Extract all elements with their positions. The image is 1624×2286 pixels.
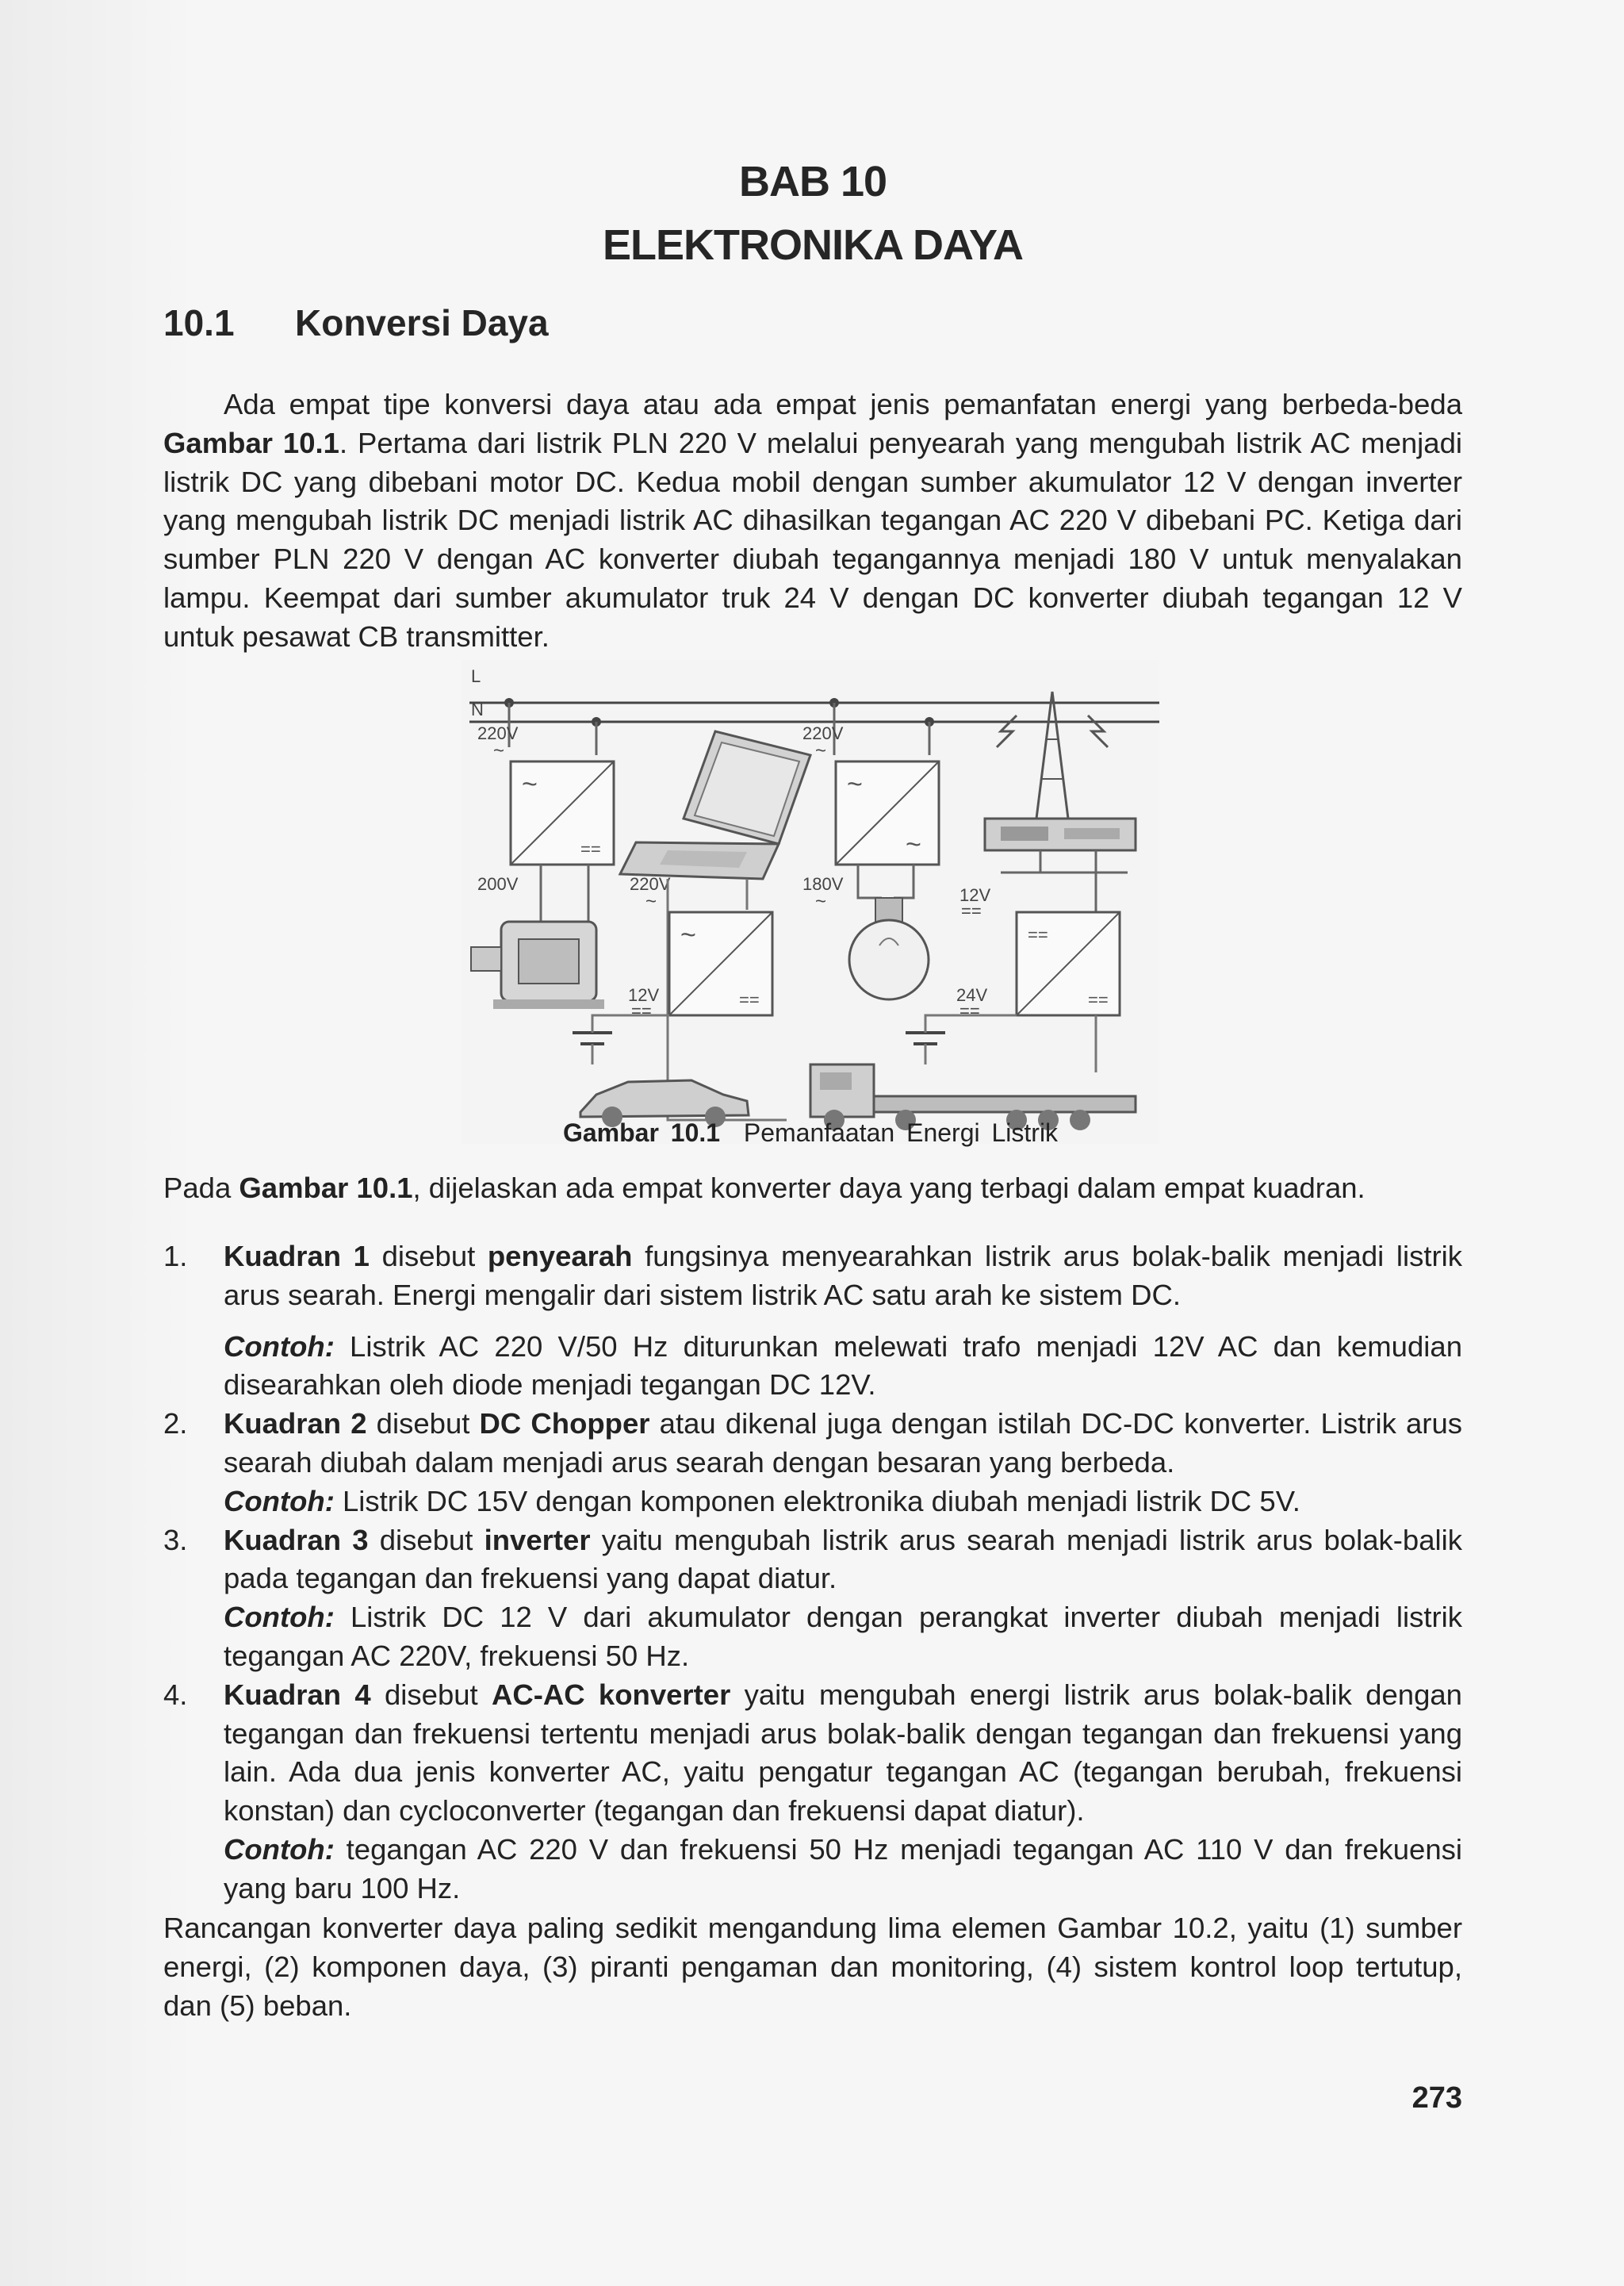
caption-label: Gambar 10.1 <box>562 1118 721 1147</box>
list-number: 4. <box>163 1678 188 1711</box>
connector-text: disebut <box>368 1523 485 1556</box>
list-number: 2. <box>163 1407 188 1440</box>
contoh-label: Contoh: <box>224 1484 335 1517</box>
caption-text: Pemanfaatan Energi Listrik <box>743 1118 1059 1147</box>
list-item-example <box>224 1482 1462 1521</box>
svg-text:==: == <box>1088 990 1109 1010</box>
contoh-label: Contoh: <box>224 1832 335 1866</box>
section-heading <box>163 301 549 344</box>
list-item-example <box>224 1328 1462 1406</box>
label-180v: 180V <box>802 874 844 894</box>
kuadran-desc: yaitu mengubah listrik arus searah menjadi listrik arus bolak-balik pada tegangan dan frekuensi yang dapat diatur. <box>224 1523 1462 1595</box>
list-item <box>163 1405 1462 1521</box>
bus-label-n: N <box>471 700 484 719</box>
svg-text:~: ~ <box>680 920 696 950</box>
connector-text: disebut <box>366 1407 480 1440</box>
ac-ac-converter-box <box>836 761 939 865</box>
list-item-body <box>224 1237 1462 1315</box>
label-ac-1: ~ <box>493 740 505 761</box>
kuadran-term: AC-AC konverter <box>492 1678 731 1711</box>
svg-text:~: ~ <box>847 769 863 800</box>
list-item <box>163 1676 1462 1908</box>
example-text: Listrik AC 220 V/50 Hz diturunkan melewati trafo menjadi 12V AC dan kemudian disearahkan oleh diode menjadi tegangan DC 12V. <box>224 1329 1462 1402</box>
svg-text:==: == <box>959 1001 980 1021</box>
example-text: Listrik DC 12 V dari akumulator dengan perangkat inverter diubah menjadi listrik tegangan AC 220V, frekuensi 50 Hz. <box>224 1601 1462 1672</box>
list-item-example <box>224 1598 1462 1676</box>
list-number: 1. <box>163 1240 188 1272</box>
svg-text:~: ~ <box>645 891 657 912</box>
example-text: Listrik DC 15V dengan komponen elektronika diubah menjadi listrik DC 5V. <box>334 1484 1300 1517</box>
svg-text:==: == <box>631 1001 652 1021</box>
intro-text-2: . Pertama dari listrik PLN 220 V melalui penyearah yang mengubah listrik AC menjadi listrik DC yang dibebani motor DC. Kedua mobil dengan sumber akumulator 12 V dengan inverter yang mengubah listrik DC menjadi listrik AC dihasilkan tegangan AC 220 V dibebani PC. Ketiga dari sumber PLN 220 V dengan AC konverter diubah tegangannya menjadi 180 V untuk menyalakan lampu. Keempat dari sumber akumulator truk 24 V dengan DC konverter diubah tegangan 12 V untuk pesawat CB transmitter. <box>163 426 1462 653</box>
list-item <box>163 1237 1462 1405</box>
figure-caption <box>462 1118 1159 1148</box>
after-figure-text-2: , dijelaskan ada empat konverter daya yang terbagi dalam empat kuadran. <box>412 1172 1365 1204</box>
svg-text:~: ~ <box>906 830 921 860</box>
bus-label-l: L <box>471 666 481 686</box>
svg-text:==: == <box>580 839 601 859</box>
label-220v-2: 220V <box>630 874 671 894</box>
list-item-body <box>224 1405 1462 1482</box>
figure-10-1-diagram <box>462 660 1159 1144</box>
contoh-label: Contoh: <box>224 1329 335 1363</box>
intro-figure-ref: Gambar 10.1 <box>163 426 339 459</box>
kuadran-term: DC Chopper <box>479 1407 650 1440</box>
section-title: Konversi Daya <box>295 302 549 343</box>
label-220v-1: 220V <box>477 723 519 743</box>
label-24v: 24V <box>956 985 988 1005</box>
label-200v: 200V <box>477 874 519 894</box>
kuadran-label: Kuadran 3 <box>224 1523 369 1556</box>
kuadran-desc: atau dikenal juga dengan istilah DC-DC konverter. Listrik arus searah diubah dalam menjadi arus searah dengan besaran yang berbeda. <box>224 1407 1462 1479</box>
closing-paragraph: Rancangan konverter daya paling sedikit mengandung lima elemen Gambar 10.2, yaitu (1) sumber energi, (2) komponen daya, (3) piranti pengaman dan monitoring, (4) sistem kontrol loop tertutup, dan (5) beban. <box>163 1912 1462 2022</box>
svg-text:==: == <box>1028 925 1048 945</box>
chapter-number: BAB 10 <box>738 158 887 205</box>
kuadran-desc: yaitu mengubah energi listrik arus bolak-balik dengan tegangan dan frekuensi tertentu menjadi arus bolak-balik dengan tegangan dan frekuensi yang lain. Ada dua jenis konverter AC, yaitu pengatur tegangan AC (tegangan berubah, frekuensi konstan) dan cycloconverter (tegangan dan frekuensi dapat diatur). <box>224 1678 1462 1828</box>
label-12v-car: 12V <box>628 985 660 1005</box>
svg-text:==: == <box>961 901 982 921</box>
after-figure-paragraph <box>163 1169 1462 1208</box>
list-item <box>163 1521 1462 1676</box>
list-item-body <box>224 1521 1462 1599</box>
section-number: 10.1 <box>163 302 235 343</box>
dc-chopper-box <box>1017 912 1120 1015</box>
rectifier-box <box>511 761 614 865</box>
intro-text-1: Ada empat tipe konversi daya atau ada empat jenis pemanfatan energi yang berbeda-beda <box>224 388 1462 420</box>
kuadran-label: Kuadran 2 <box>224 1407 367 1440</box>
chapter-title: ELEKTRONIKA DAYA <box>602 221 1024 269</box>
example-text: tegangan AC 220 V dan frekuensi 50 Hz menjadi tegangan AC 110 V dan frekuensi yang baru 100 Hz. <box>224 1832 1462 1904</box>
svg-text:~: ~ <box>522 769 538 800</box>
intro-paragraph <box>163 385 1462 657</box>
contoh-label: Contoh: <box>224 1601 335 1634</box>
list-item-body <box>224 1676 1462 1831</box>
kuadran-label: Kuadran 1 <box>224 1240 370 1272</box>
cb-transmitter-icon <box>985 819 1136 850</box>
inverter-box <box>669 912 772 1015</box>
page-number: 273 <box>1411 2081 1462 2115</box>
kuadran-term: inverter <box>484 1523 591 1556</box>
label-12v-cb: 12V <box>959 885 991 905</box>
list-item-example <box>224 1831 1462 1908</box>
svg-text:~: ~ <box>815 740 827 761</box>
after-figure-text-1: Pada <box>163 1172 239 1204</box>
kuadran-desc: fungsinya menyearahkan listrik arus bolak-balik menjadi listrik arus searah. Energi mengalir dari sistem listrik AC satu arah ke sistem DC. <box>224 1240 1462 1311</box>
kuadran-term: penyearah <box>487 1240 633 1272</box>
svg-text:==: == <box>739 990 760 1010</box>
after-figure-ref: Gambar 10.1 <box>239 1172 413 1204</box>
kuadran-label: Kuadran 4 <box>224 1678 371 1711</box>
connector-text: disebut <box>369 1240 488 1272</box>
list-number: 3. <box>163 1523 188 1556</box>
connector-text: disebut <box>370 1678 492 1711</box>
kuadran-list <box>163 1237 1462 1908</box>
svg-text:~: ~ <box>815 891 827 912</box>
label-220v-3: 220V <box>802 723 844 743</box>
